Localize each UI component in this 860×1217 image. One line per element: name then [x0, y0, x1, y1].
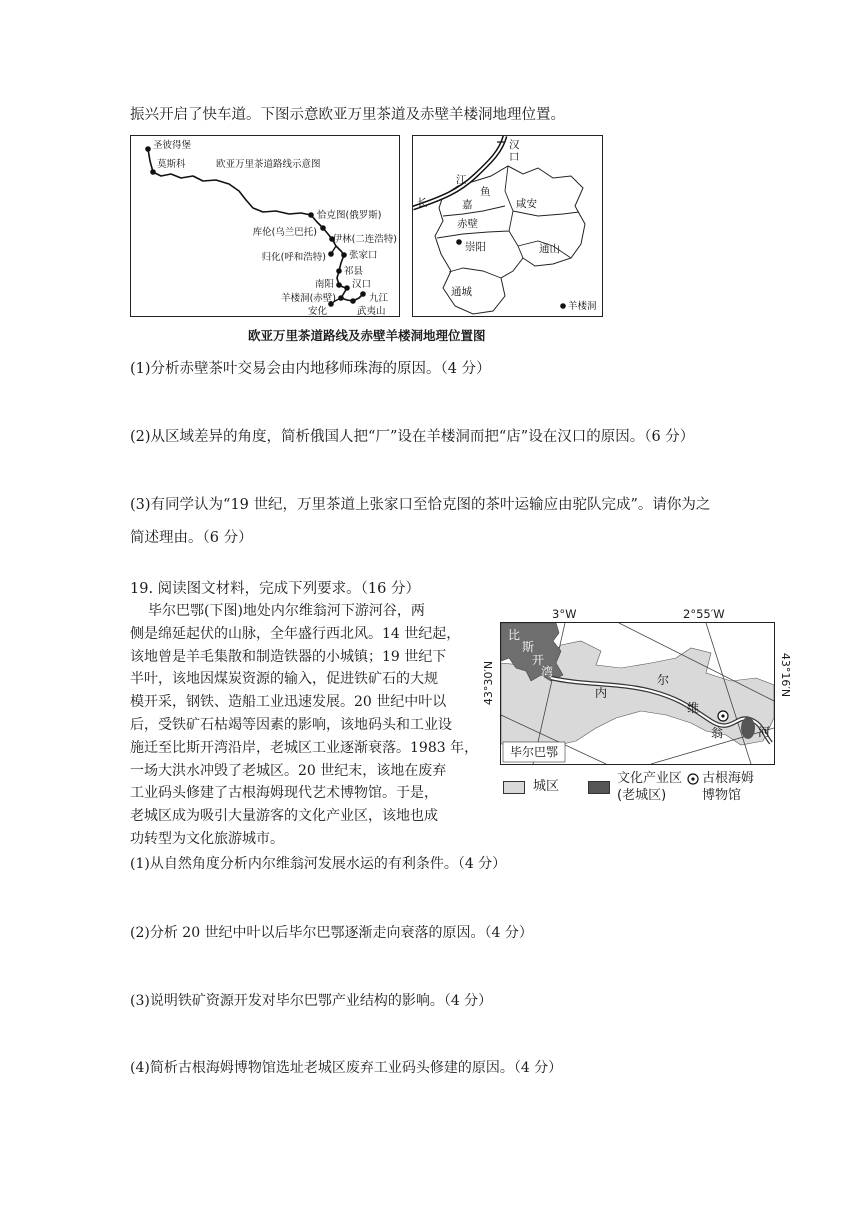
- q19-material: [130, 600, 480, 851]
- city-dot-jiujiang: [360, 291, 366, 297]
- label-yilin: 伊林(二连浩特): [332, 234, 397, 245]
- legend-yangloudong: 羊楼洞: [568, 301, 597, 312]
- bay-char: 斯: [521, 640, 535, 654]
- city-dot-moscow: [150, 169, 156, 175]
- label-hankou: 汉口: [352, 279, 372, 290]
- bilbao-map-box: [500, 622, 775, 765]
- label-kiakhta: 恰克图(俄罗斯): [317, 210, 382, 221]
- bay-char: 比: [507, 628, 521, 642]
- bay-char: 开: [531, 653, 545, 667]
- material-line: 半叶，该地因煤炭资源的输入，促进铁矿石的大规: [130, 671, 438, 688]
- label-moscow: 莫斯科: [157, 159, 186, 170]
- label-jiang: 江: [456, 174, 467, 186]
- label-kulun: 库伦(乌兰巴托): [252, 227, 317, 238]
- old-town-area: [741, 717, 755, 739]
- q19-heading: 19. 阅读图文材料，完成下列要求。（16 分）: [130, 581, 420, 597]
- material-line: 后，受铁矿石枯竭等因素的影响，该地码头和工业设: [130, 716, 452, 733]
- legend-city-swatch: [503, 781, 525, 794]
- label-nanyang: 南阳: [314, 279, 334, 290]
- lon-label-3w: 3°W: [552, 607, 577, 621]
- city-dot-kulun: [320, 225, 326, 231]
- material-line: 该地曾是羊毛集散和制造铁器的小城镇；19 世纪下: [130, 648, 447, 665]
- legend-dot-icon: [560, 303, 566, 309]
- chibi-location-map: [413, 136, 602, 316]
- lat-label-43-30n: 43°30′N: [482, 660, 495, 706]
- city-dot-kiakhta: [308, 212, 314, 218]
- legend-museum-icon: [686, 772, 700, 786]
- label-jiujiang: 九江: [369, 293, 389, 304]
- legend-museum-label-line1: 古根海姆: [702, 771, 755, 786]
- city-dot-guihua: [328, 251, 334, 257]
- legend-city-label: 城区: [533, 779, 560, 794]
- legend-museum-label-line2: 博物馆: [702, 788, 742, 803]
- q18-sub2: (2)从区域差异的角度，简析俄国人把“厂”设在羊楼洞而把“店”设在汉口的原因。（6 分）: [130, 429, 695, 445]
- label-kou: 口: [509, 151, 520, 163]
- route-map-title: 欧亚万里茶道路线示意图: [216, 159, 321, 170]
- tea-road-map-box: [130, 135, 400, 317]
- label-yu: 鱼: [480, 186, 491, 198]
- river-char: 维: [686, 701, 700, 715]
- city-dot-qixian: [336, 268, 342, 274]
- figure-caption: 欧亚万里茶道路线及赤壁羊楼洞地理位置图: [248, 328, 486, 343]
- material-line: 老城区成为吸引大量游客的文化产业区，该地也成: [130, 808, 438, 825]
- chibi-location-map-box: [412, 135, 603, 317]
- material-line: 功转型为文化旅游城市。: [130, 830, 284, 847]
- label-chang: 长: [417, 197, 428, 209]
- label-tongshan: 通山: [539, 243, 560, 255]
- material-line: 施迁至比斯开湾沿岸，老城区工业逐渐衰落。1983 年，: [130, 739, 479, 756]
- intro-line: 振兴开启了快车道。下图示意欧亚万里茶道及赤壁羊楼洞地理位置。: [130, 107, 565, 123]
- river-char: 内: [594, 686, 608, 700]
- material-line: 侧是绵延起伏的山脉，全年盛行西北风。14 世纪起，: [130, 625, 461, 642]
- q19-sub1: (1)从自然角度分析内尔维翁河发展水运的有利条件。（4 分）: [130, 856, 507, 872]
- label-anhua: 安化: [307, 306, 327, 316]
- river-char: 翁: [710, 726, 724, 740]
- tea-road-route-map: [131, 136, 399, 316]
- label-zhangjiakou: 张家口: [349, 250, 378, 261]
- label-xianan: 咸安: [516, 198, 537, 210]
- museum-icon: [718, 711, 728, 721]
- river-char: 河: [757, 725, 771, 739]
- city-dot-wuyishan: [350, 298, 356, 304]
- material-line: 模开采，钢铁、造船工业迅速发展。20 世纪中叶以: [130, 694, 447, 711]
- label-han: 汉: [509, 139, 520, 151]
- bay-char: 湾: [540, 665, 554, 679]
- label-qixian: 祁县: [344, 266, 364, 277]
- label-wuyishan: 武夷山: [357, 306, 386, 316]
- q19-sub2: (2)分析 20 世纪中叶以后毕尔巴鄂逐渐走向衰落的原因。（4 分）: [130, 925, 533, 941]
- label-tongcheng: 通城: [451, 286, 472, 298]
- city-label-bilbao: 毕尔巴鄂: [509, 745, 559, 759]
- city-dot-st-petersburg: [145, 146, 151, 152]
- city-dot-nanyang: [336, 282, 342, 288]
- material-line: 一场大洪水冲毁了老城区。20 世纪末，该地在废弃: [130, 762, 447, 779]
- lat-label-43-16n: 43°16′N: [779, 652, 792, 698]
- legend-culture-label-line1: 文化产业区: [617, 771, 683, 786]
- label-chongyang: 崇阳: [465, 241, 486, 253]
- q18-sub3-line2: 简述理由。（6 分）: [130, 530, 253, 546]
- q18-sub1: (1)分析赤壁茶叶交易会由内地移师珠海的原因。（4 分）: [130, 361, 491, 377]
- river-char: 尔: [656, 673, 670, 687]
- city-dot-hankou: [344, 285, 350, 291]
- city-dot-yangloudong: [338, 295, 344, 301]
- legend-culture-label-line2: (老城区): [617, 788, 667, 803]
- q19-sub4: (4)简析古根海姆博物馆选址老城区废弃工业码头修建的原因。（4 分）: [130, 1060, 563, 1076]
- legend-culture-swatch: [588, 781, 610, 794]
- yangloudong-dot: [456, 239, 462, 245]
- material-line: 工业码头修建了古根海姆现代艺术博物馆。于是，: [130, 785, 438, 802]
- city-dot-zhangjiakou: [341, 252, 347, 258]
- label-chibi: 赤壁: [457, 218, 478, 230]
- label-st-petersburg: 圣彼得堡: [153, 140, 192, 151]
- lon-label-2-55w: 2°55′W: [683, 607, 725, 621]
- q18-sub3-line1: (3)有同学认为“19 世纪，万里茶道上张家口至恰克图的茶叶运输应由驼队完成”。请你为之: [130, 497, 711, 513]
- label-jia: 嘉: [462, 199, 473, 211]
- material-line: 毕尔巴鄂(下图)地处内尔维翁河下游河谷，两: [148, 603, 425, 619]
- label-guihua: 归化(呼和浩特): [261, 252, 326, 263]
- bilbao-map: [501, 623, 774, 764]
- q19-sub3: (3)说明铁矿资源开发对毕尔巴鄂产业结构的影响。（4 分）: [130, 993, 493, 1009]
- label-yangloudong: 羊楼洞(赤壁): [281, 293, 336, 304]
